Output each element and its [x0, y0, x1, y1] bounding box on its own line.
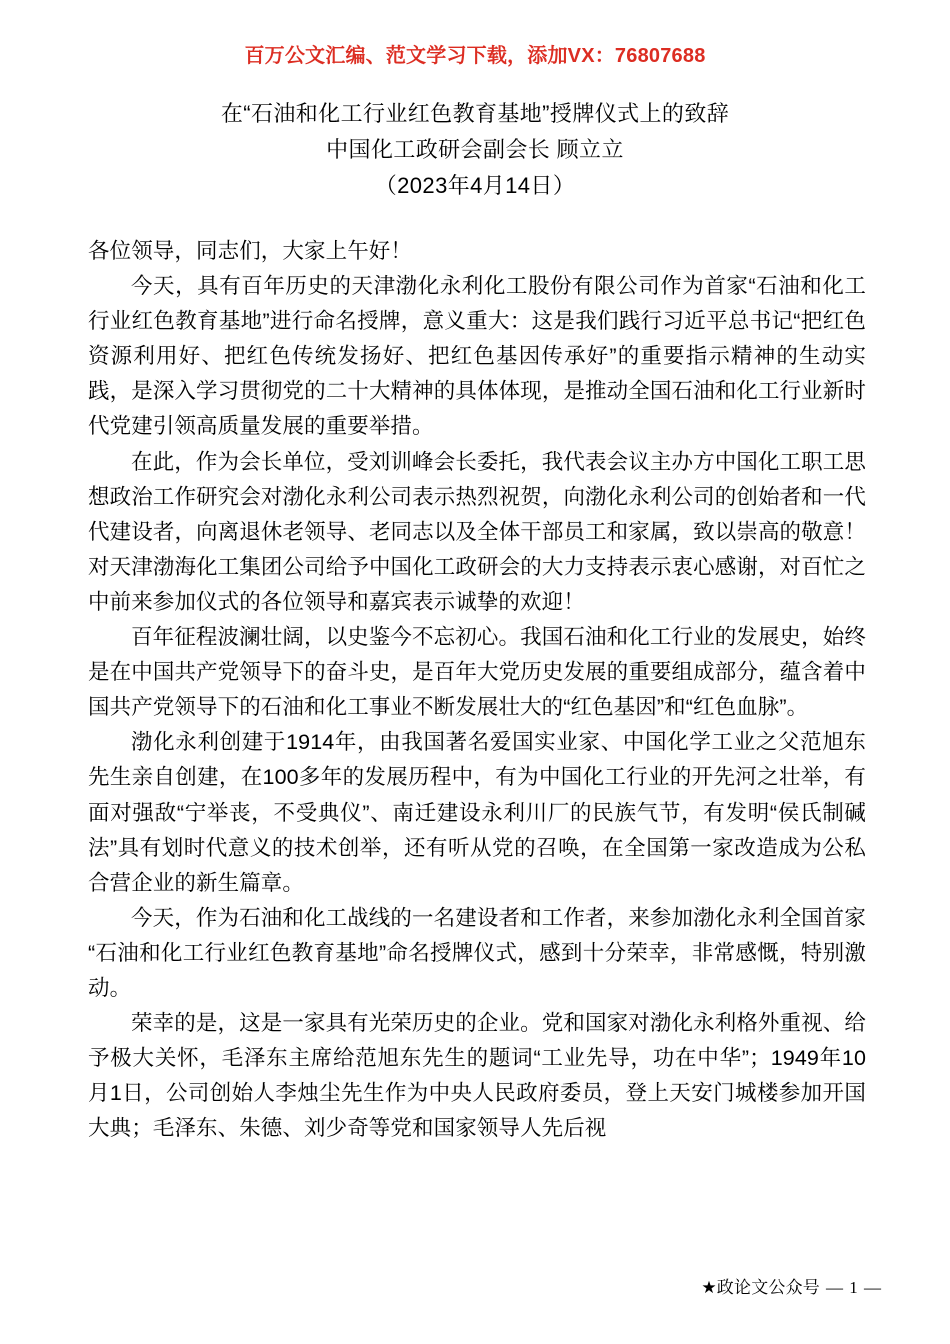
paragraph-salutation: 各位领导，同志们，大家上午好！: [88, 239, 413, 263]
page-number: — 1 —: [826, 1278, 882, 1297]
promo-banner: 百万公文汇编、范文学习下载，添加VX：76807688: [244, 45, 706, 67]
document-date: （2023年4月14日）: [374, 173, 576, 198]
footer-watermark: ★政论文公众号: [701, 1278, 820, 1297]
paragraph-2: 在此，作为会长单位，受刘训峰会长委托，我代表会议主办方中国化工职工思想政治工作研究会对渤化永利公司表示热烈祝贺，向渤化永利公司的创始者和一代代建设者，向离退休老领导、老同志以及全体干部员工和家属，致以崇高的敬意！对天津渤海化工集团公司给予中国化工政研会的大力支持表示衷心感谢，对百忙之中前来参加仪式的各位领导和嘉宾表示诚挚的欢迎！: [88, 449, 866, 614]
document-byline: 中国化工政研会副会长 顾立立: [326, 137, 624, 162]
paragraph-6: 荣幸的是，这是一家具有光荣历史的企业。党和国家对渤化永利格外重视、给予极大关怀，毛泽东主席给范旭东先生的题词“工业先导，功在中华”；1949年10月1日，公司创始人李烛尘先生作为中央人民政府委员，登上天安门城楼参加开国大典；毛泽东、朱德、刘少奇等党和国家领导人先后视: [88, 1011, 866, 1141]
title-block: [0, 96, 950, 204]
document-body: [88, 234, 866, 1146]
paragraph-1: 今天，具有百年历史的天津渤化永利化工股份有限公司作为首家“石油和化工行业红色教育基地”进行命名授牌，意义重大：这是我们践行习近平总书记“把红色资源利用好、把红色传统发扬好、把红色基因传承好”的重要指示精神的生动实践，是深入学习贯彻党的二十大精神的具体体现，是推动全国石油和化工行业新时代党建引领高质量发展的重要举措。: [88, 274, 866, 439]
paragraph-4: 渤化永利创建于1914年，由我国著名爱国实业家、中国化学工业之父范旭东先生亲自创建，在100多年的发展历程中，有为中国化工行业的开先河之壮举，有面对强敌“宁举丧，不受典仪”、南迁建设永利川厂的民族气节，有发明“侯氏制碱法”具有划时代意义的技术创举，还有听从党的召唤，在全国第一家改造成为公私合营企业的新生篇章。: [88, 730, 866, 895]
paragraph-3: 百年征程波澜壮阔，以史鉴今不忘初心。我国石油和化工行业的发展史，始终是在中国共产党领导下的奋斗史，是百年大党历史发展的重要组成部分，蕴含着中国共产党领导下的石油和化工事业不断发展壮大的“红色基因”和“红色血脉”。: [88, 625, 866, 720]
page-title: 在“石油和化工行业红色教育基地”授牌仪式上的致辞: [220, 101, 730, 126]
paragraph-5: 今天，作为石油和化工战线的一名建设者和工作者，来参加渤化永利全国首家“石油和化工行业红色教育基地”命名授牌仪式，感到十分荣幸，非常感慨，特别激动。: [88, 905, 866, 1000]
page-footer: [0, 1276, 950, 1300]
